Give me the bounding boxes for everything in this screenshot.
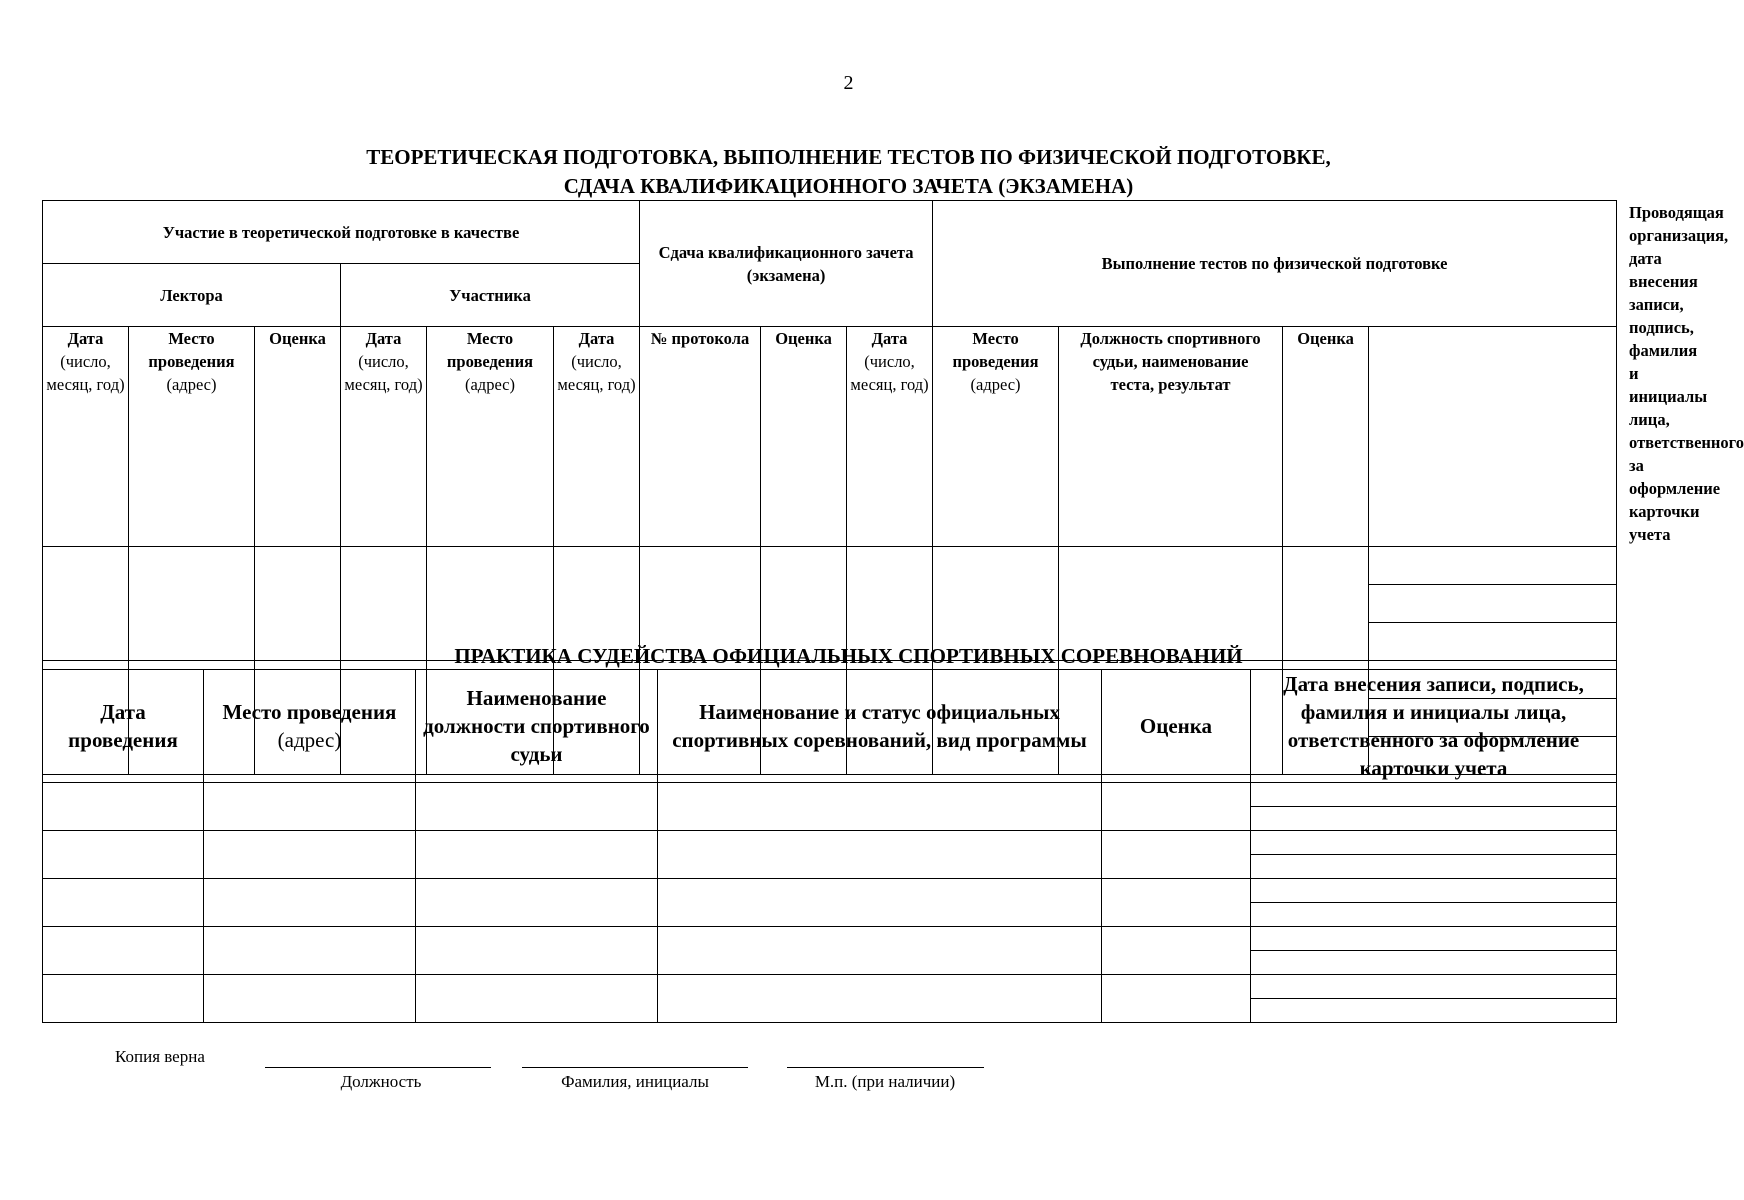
section1-title-line1: ТЕОРЕТИЧЕСКАЯ ПОДГОТОВКА, ВЫПОЛНЕНИЕ ТЕСТОВ ПО ФИЗИЧЕСКОЙ ПОДГОТОВКЕ, [366,145,1331,169]
empty-cell[interactable] [204,831,416,879]
col-exam-date: Дата (число, месяц, год) [554,327,640,547]
entry-subcell[interactable] [1251,879,1617,903]
section1-title-line2: СДАЧА КВАЛИФИКАЦИОННОГО ЗАЧЕТА (ЭКЗАМЕНА) [563,174,1134,198]
empty-cell[interactable] [416,831,658,879]
col-entry: Дата внесения записи, подпись, фамилия и инициалы лица, ответственного за оформление карточки учета [1251,670,1617,783]
page-number: 2 [843,72,854,94]
section1-title [0,143,1697,201]
name-caption: Фамилия, инициалы [561,1072,709,1091]
seal-signature-line[interactable] [787,1067,984,1068]
empty-cell[interactable] [658,831,1102,879]
empty-cell[interactable] [43,879,204,927]
col-position: Наименование должности спортивного судьи [416,670,658,783]
col-lecturer-place: Место проведения (адрес) [129,327,255,547]
col-exam-protocol: № протокола [640,327,761,547]
empty-cell[interactable] [204,975,416,1023]
header-theory-participation: Участие в теоретической подготовке в качестве [43,201,640,264]
col-tests-date: Дата (число, месяц, год) [847,327,933,547]
name-signature-line[interactable] [522,1067,748,1068]
col-lecturer-date: Дата (число, месяц, год) [43,327,129,547]
entry-subcell[interactable] [1251,927,1617,951]
table-row [43,927,1617,951]
position-caption: Должность [340,1072,422,1091]
col-tests-place: Место проведения (адрес) [933,327,1059,547]
empty-cell[interactable] [1102,975,1251,1023]
empty-cell[interactable] [43,783,204,831]
entry-subcell[interactable] [1251,831,1617,855]
table-row [43,879,1617,903]
col-participant-place: Место проведения (адрес) [427,327,554,547]
entry-subcell[interactable] [1251,807,1617,831]
table-row [43,547,1617,585]
empty-cell[interactable] [658,927,1102,975]
col-date: Дата проведения [43,670,204,783]
header-exam: Сдача квалификационного зачета (экзамена) [640,201,933,327]
empty-cell[interactable] [204,879,416,927]
empty-cell[interactable] [1102,879,1251,927]
empty-cell[interactable] [416,975,658,1023]
col-lecturer-grade: Оценка [255,327,341,547]
empty-cell[interactable] [204,927,416,975]
empty-cell[interactable] [658,879,1102,927]
copy-verified-label: Копия верна [115,1047,205,1066]
col-grade: Оценка [1102,670,1251,783]
header-physical-tests: Выполнение тестов по физической подготовке [933,201,1617,327]
col-exam-grade: Оценка [761,327,847,547]
entry-subcell[interactable] [1251,975,1617,999]
entry-subcell[interactable] [1251,855,1617,879]
empty-cell[interactable] [1102,783,1251,831]
section2-title: ПРАКТИКА СУДЕЙСТВА ОФИЦИАЛЬНЫХ СПОРТИВНЫХ СОРЕВНОВАНИЙ [454,644,1243,668]
col-place: Место проведения (адрес) [204,670,416,783]
empty-cell[interactable] [416,879,658,927]
empty-cell[interactable] [416,783,658,831]
header-lecturer: Лектора [43,264,341,327]
table-row [43,783,1617,807]
theory-training-table: Участие в теоретической подготовке в качестве Сдача квалификационного зачета (экзамена) Выполнение тестов по физической подготовке Проводящая организация, дата внесения записи, подпись, фамилия и инициалы лица, ответственного за оформление карточки учета Лектора Участника Дата (число, месяц, год) Место проведения (адрес) Оценка Дата (число, месяц, год) Место проведения (адрес) Дата (число, месяц, год) № протокола Оценка Дата (число, месяц, год) Место проведения (адрес) Должность спортивного судьи, наименование теста, результат Оценка [42,200,1617,775]
empty-cell[interactable] [658,975,1102,1023]
judging-practice-table [42,669,1617,1023]
entry-subcell[interactable] [1251,783,1617,807]
empty-cell[interactable] [1102,927,1251,975]
col-tests-judge-position: Должность спортивного судьи, наименование теста, результат [1059,327,1283,547]
empty-cell[interactable] [204,783,416,831]
empty-cell[interactable] [1102,831,1251,879]
col-participant-date: Дата (число, месяц, год) [341,327,427,547]
col-competition: Наименование и статус официальных спортивных соревнований, вид программы [658,670,1102,783]
seal-caption: М.п. (при наличии) [814,1072,956,1091]
empty-cell[interactable] [416,927,658,975]
empty-cell[interactable] [43,831,204,879]
header-participant: Участника [341,264,640,327]
entry-subcell[interactable] [1251,951,1617,975]
empty-cell[interactable] [43,927,204,975]
empty-cell[interactable] [658,783,1102,831]
empty-cell[interactable] [43,975,204,1023]
position-signature-line[interactable] [265,1067,491,1068]
table-row [43,831,1617,855]
entry-subcell[interactable] [1251,999,1617,1023]
table-row [43,975,1617,999]
entry-subcell[interactable] [1369,585,1617,623]
entry-subcell[interactable] [1251,903,1617,927]
col-tests-grade: Оценка [1283,327,1369,547]
entry-subcell[interactable] [1369,547,1617,585]
